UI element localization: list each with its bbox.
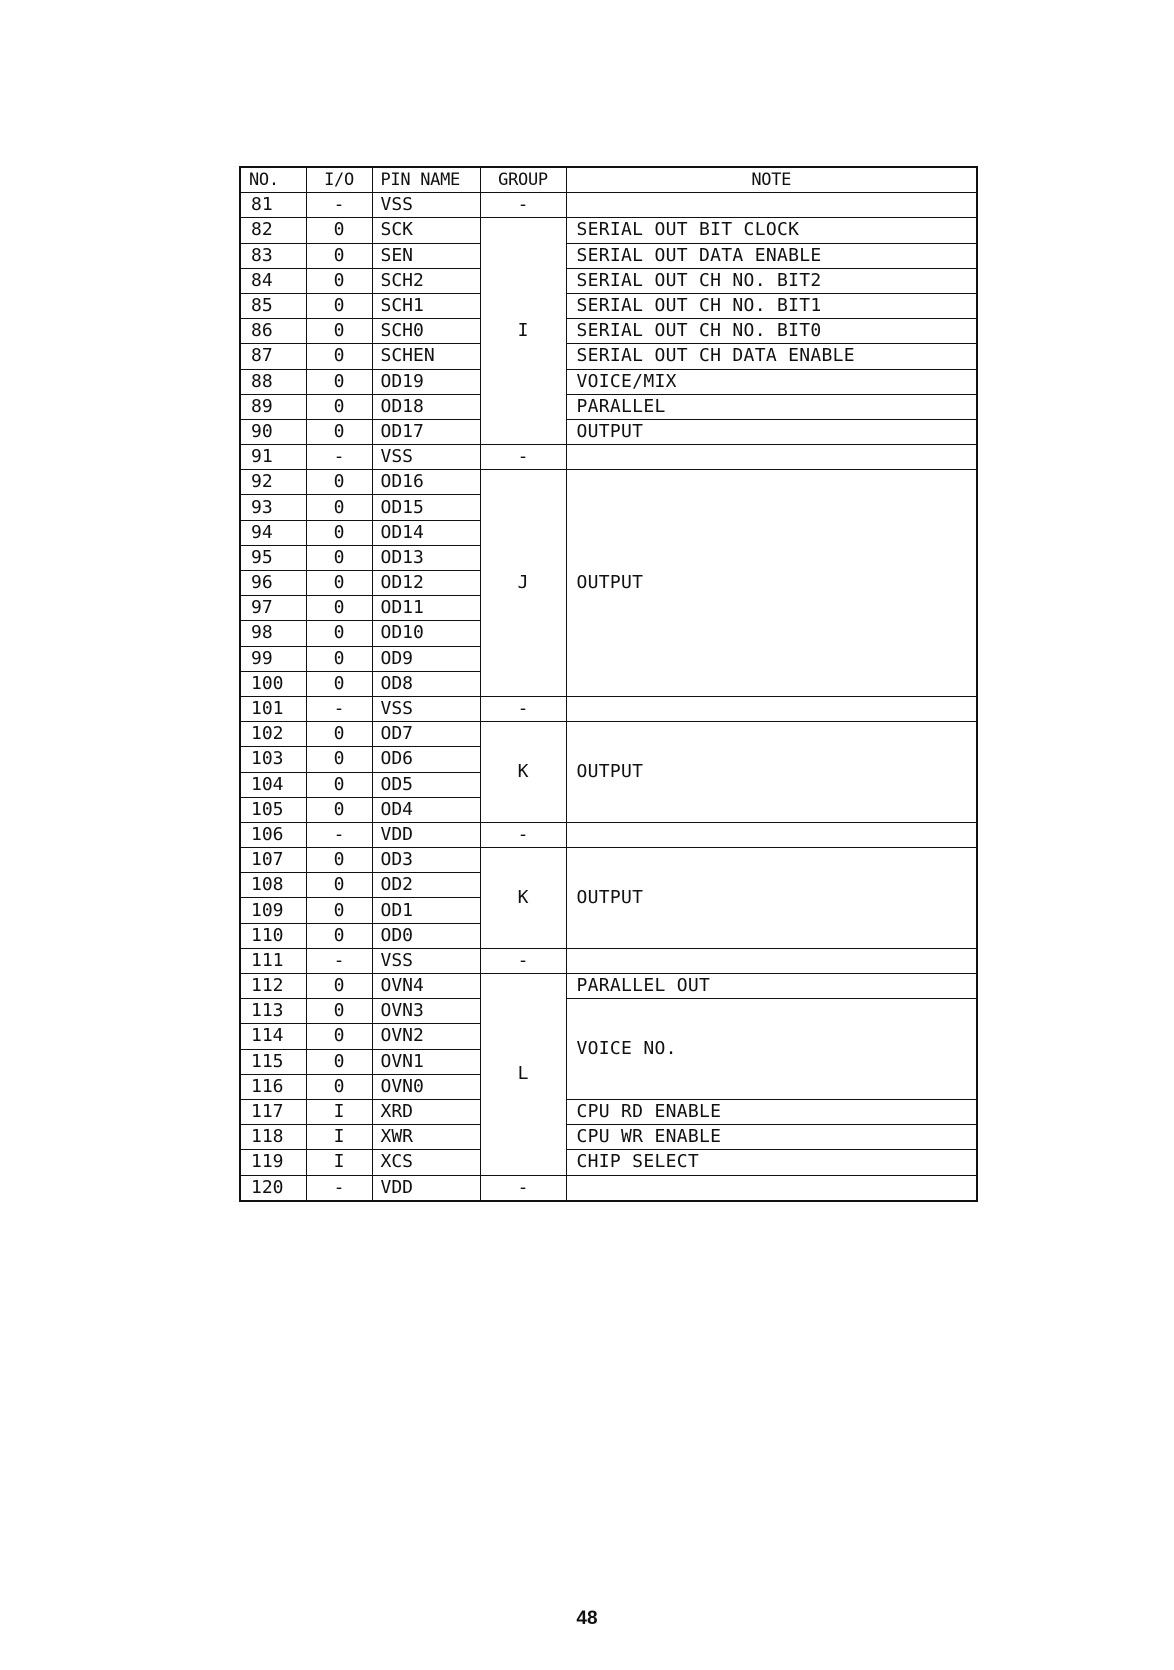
pin-number-cell: 83 [240,243,306,268]
note-cell: CPU WR ENABLE [566,1125,977,1150]
table-row [240,419,977,444]
pin-number-cell: 93 [240,495,306,520]
table-row [240,445,977,470]
io-cell: 0 [306,470,372,495]
table-row [240,948,977,973]
table-row [240,193,977,218]
group-cell: J [480,470,566,697]
table-row [240,470,977,495]
group-cell: - [480,1175,566,1201]
pin-number-cell: 106 [240,822,306,847]
pin-name-cell: OD5 [372,772,480,797]
pin-number-cell: 117 [240,1099,306,1124]
pin-number-cell: 118 [240,1125,306,1150]
note-cell: OUTPUT [566,722,977,823]
io-cell: 0 [306,923,372,948]
header-no: NO. [240,167,306,193]
io-cell: 0 [306,1024,372,1049]
note-cell: SERIAL OUT CH DATA ENABLE [566,344,977,369]
group-cell: L [480,974,566,1176]
pin-name-cell: OD18 [372,394,480,419]
io-cell: 0 [306,243,372,268]
note-cell: CHIP SELECT [566,1150,977,1175]
note-cell: OUTPUT [566,848,977,949]
pin-name-cell: XWR [372,1125,480,1150]
pin-name-cell: XCS [372,1150,480,1175]
note-cell [566,948,977,973]
io-cell: 0 [306,596,372,621]
pin-name-cell: SEN [372,243,480,268]
pin-name-cell: OVN0 [372,1074,480,1099]
table-row [240,696,977,721]
io-cell: 0 [306,1074,372,1099]
note-cell: VOICE NO. [566,999,977,1100]
io-cell: - [306,696,372,721]
table-row [240,722,977,747]
pin-number-cell: 97 [240,596,306,621]
pin-number-cell: 115 [240,1049,306,1074]
pin-name-cell: SCK [372,218,480,243]
header-pin-name: PIN NAME [372,167,480,193]
pin-number-cell: 90 [240,419,306,444]
table-row [240,822,977,847]
table-row [240,293,977,318]
pin-name-cell: OD9 [372,646,480,671]
io-cell: 0 [306,747,372,772]
pin-number-cell: 111 [240,948,306,973]
io-cell: 0 [306,898,372,923]
pin-number-cell: 110 [240,923,306,948]
note-cell: SERIAL OUT DATA ENABLE [566,243,977,268]
header-io: I/O [306,167,372,193]
note-cell [566,445,977,470]
io-cell: 0 [306,545,372,570]
io-cell: 0 [306,646,372,671]
pin-number-cell: 119 [240,1150,306,1175]
pin-number-cell: 109 [240,898,306,923]
table-row [240,319,977,344]
pin-table-body [240,193,977,1201]
pin-number-cell: 99 [240,646,306,671]
pin-number-cell: 85 [240,293,306,318]
note-cell: PARALLEL OUT [566,974,977,999]
pin-number-cell: 89 [240,394,306,419]
io-cell: I [306,1099,372,1124]
pin-number-cell: 88 [240,369,306,394]
pin-number-cell: 86 [240,319,306,344]
table-row [240,369,977,394]
pin-number-cell: 95 [240,545,306,570]
io-cell: 0 [306,495,372,520]
pin-name-cell: VSS [372,948,480,973]
table-row [240,1125,977,1150]
io-cell: 0 [306,797,372,822]
table-row [240,1099,977,1124]
pin-number-cell: 108 [240,873,306,898]
page-number: 48 [576,1608,598,1629]
table-row [240,848,977,873]
io-cell: - [306,193,372,218]
group-cell: K [480,722,566,823]
group-cell: - [480,696,566,721]
io-cell: 0 [306,671,372,696]
io-cell: - [306,445,372,470]
pin-number-cell: 87 [240,344,306,369]
pin-name-cell: SCH2 [372,268,480,293]
io-cell: 0 [306,571,372,596]
pin-name-cell: VSS [372,445,480,470]
pin-name-cell: XRD [372,1099,480,1124]
note-cell: OUTPUT [566,470,977,697]
group-cell: K [480,848,566,949]
note-cell: OUTPUT [566,419,977,444]
table-row [240,344,977,369]
pin-number-cell: 96 [240,571,306,596]
note-cell: PARALLEL [566,394,977,419]
pin-name-cell: OD2 [372,873,480,898]
table-row [240,1175,977,1201]
table-row [240,218,977,243]
pin-name-cell: OD13 [372,545,480,570]
pin-number-cell: 98 [240,621,306,646]
pin-name-cell: OD17 [372,419,480,444]
io-cell: 0 [306,520,372,545]
note-cell: SERIAL OUT BIT CLOCK [566,218,977,243]
table-header-row [240,167,977,193]
io-cell: 0 [306,419,372,444]
group-cell: - [480,822,566,847]
table-row [240,1150,977,1175]
table-row [240,999,977,1024]
pin-name-cell: OD7 [372,722,480,747]
pin-number-cell: 114 [240,1024,306,1049]
pin-number-cell: 116 [240,1074,306,1099]
pin-name-cell: OD8 [372,671,480,696]
pin-name-cell: OD16 [372,470,480,495]
io-cell: 0 [306,772,372,797]
note-cell [566,1175,977,1201]
io-cell: 0 [306,848,372,873]
pin-number-cell: 120 [240,1175,306,1201]
pin-number-cell: 92 [240,470,306,495]
table-row [240,974,977,999]
pin-name-cell: OD11 [372,596,480,621]
io-cell: 0 [306,319,372,344]
pin-name-cell: OD1 [372,898,480,923]
io-cell: - [306,948,372,973]
pin-number-cell: 82 [240,218,306,243]
note-cell [566,822,977,847]
pin-name-cell: SCH0 [372,319,480,344]
pin-number-cell: 113 [240,999,306,1024]
table-row [240,268,977,293]
pin-name-cell: OD12 [372,571,480,596]
table-row [240,243,977,268]
note-cell: SERIAL OUT CH NO. BIT2 [566,268,977,293]
pin-table [239,166,978,1202]
io-cell: - [306,1175,372,1201]
pin-name-cell: OD14 [372,520,480,545]
group-cell: I [480,218,566,445]
io-cell: 0 [306,1049,372,1074]
note-cell: SERIAL OUT CH NO. BIT0 [566,319,977,344]
pin-number-cell: 104 [240,772,306,797]
pin-number-cell: 105 [240,797,306,822]
pin-name-cell: OD15 [372,495,480,520]
io-cell: I [306,1150,372,1175]
pin-name-cell: OVN2 [372,1024,480,1049]
io-cell: 0 [306,722,372,747]
pin-number-cell: 100 [240,671,306,696]
pin-name-cell: SCH1 [372,293,480,318]
io-cell: 0 [306,268,372,293]
pin-number-cell: 101 [240,696,306,721]
pin-name-cell: VSS [372,193,480,218]
note-cell: VOICE/MIX [566,369,977,394]
io-cell: 0 [306,293,372,318]
note-cell [566,193,977,218]
pin-name-cell: OD4 [372,797,480,822]
io-cell: 0 [306,394,372,419]
pin-name-cell: VDD [372,1175,480,1201]
header-note: NOTE [566,167,977,193]
pin-number-cell: 81 [240,193,306,218]
io-cell: I [306,1125,372,1150]
pin-number-cell: 91 [240,445,306,470]
pin-number-cell: 112 [240,974,306,999]
io-cell: 0 [306,369,372,394]
io-cell: 0 [306,621,372,646]
table-row [240,394,977,419]
group-cell: - [480,948,566,973]
io-cell: 0 [306,873,372,898]
pin-number-cell: 94 [240,520,306,545]
group-cell: - [480,445,566,470]
group-cell: - [480,193,566,218]
header-group: GROUP [480,167,566,193]
io-cell: 0 [306,344,372,369]
pin-name-cell: OVN1 [372,1049,480,1074]
pin-name-cell: SCHEN [372,344,480,369]
pin-number-cell: 103 [240,747,306,772]
pin-name-cell: OVN3 [372,999,480,1024]
note-cell: CPU RD ENABLE [566,1099,977,1124]
pin-number-cell: 84 [240,268,306,293]
pin-number-cell: 107 [240,848,306,873]
io-cell: 0 [306,974,372,999]
note-cell [566,696,977,721]
pin-name-cell: OD0 [372,923,480,948]
io-cell: - [306,822,372,847]
note-cell: SERIAL OUT CH NO. BIT1 [566,293,977,318]
pin-name-cell: VDD [372,822,480,847]
pin-name-cell: OD19 [372,369,480,394]
pin-number-cell: 102 [240,722,306,747]
pin-name-cell: OVN4 [372,974,480,999]
pin-name-cell: VSS [372,696,480,721]
pin-name-cell: OD3 [372,848,480,873]
pin-name-cell: OD6 [372,747,480,772]
io-cell: 0 [306,999,372,1024]
io-cell: 0 [306,218,372,243]
pin-name-cell: OD10 [372,621,480,646]
